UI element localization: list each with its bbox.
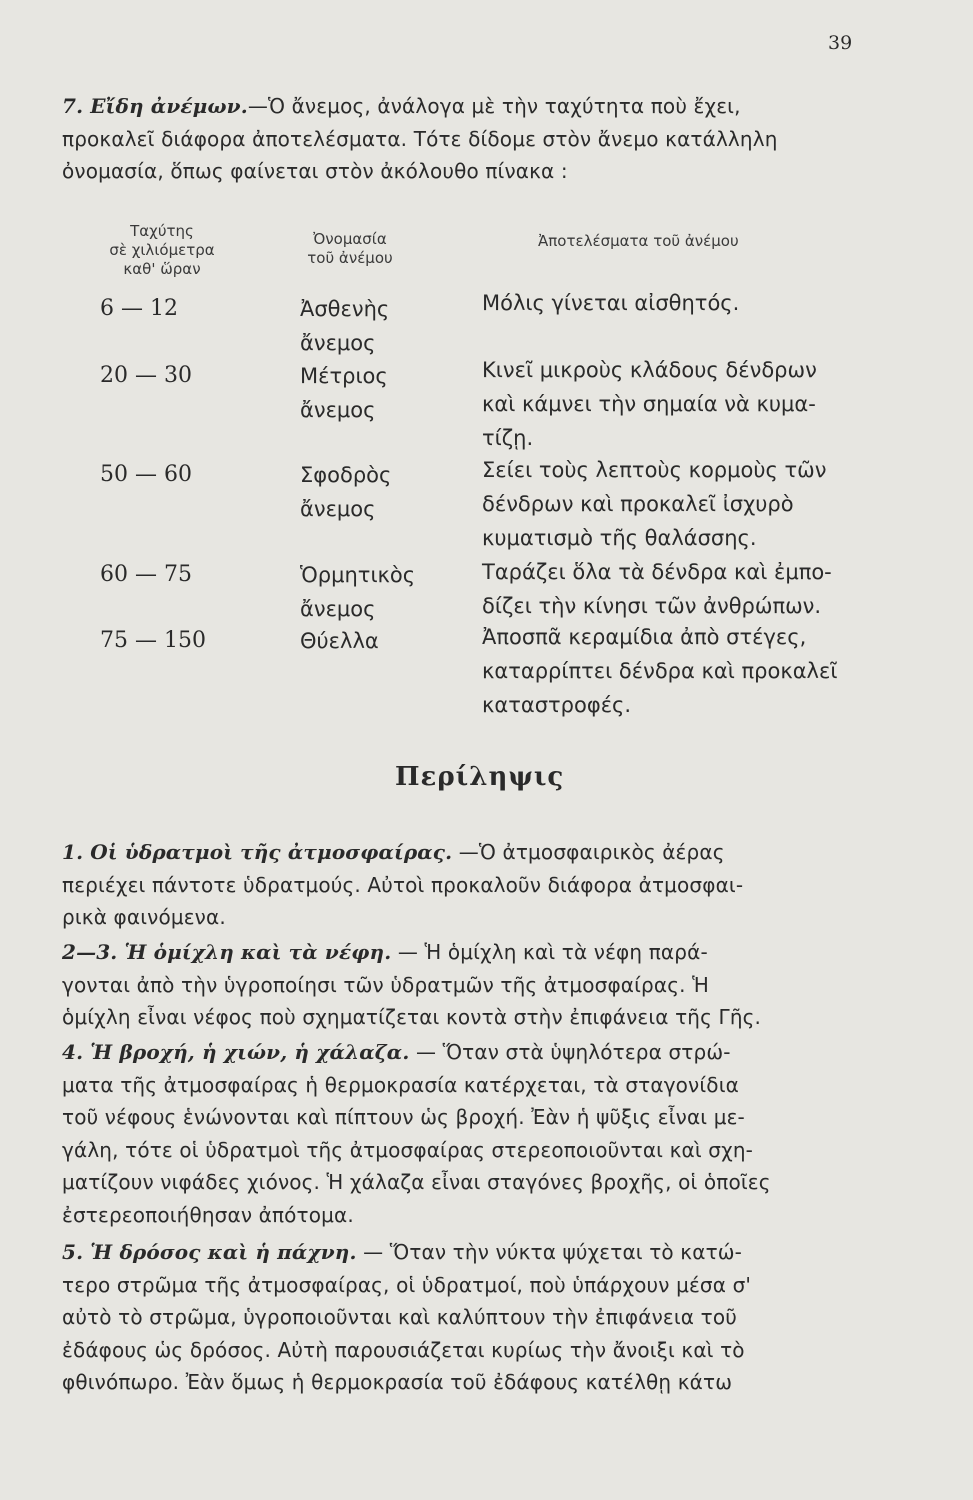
text-line: ἐδάφους ὡς δρόσος. Αὐτὴ παρουσιάζεται κυρίως τὴν ἄνοιξι καὶ τὸ: [62, 1337, 745, 1362]
text-line: τερο στρῶμα τῆς ἀτμοσφαίρας, οἱ ὑδρατμοί, ποὺ ὑπάρχουν μέσα σ': [62, 1272, 752, 1297]
summary-paragraph-4: [62, 1236, 892, 1399]
text-line: ματα τῆς ἀτμοσφαίρας ἡ θερμοκρασία κατέρχεται, τὰ σταγονίδια: [62, 1072, 739, 1097]
table-row-effects: Σείει τοὺς λεπτοὺς κορμοὺς τῶν δένδρων καὶ προκαλεῖ ἰσχυρὸ κυματισμὸ τῆς θαλάσσης.: [482, 458, 827, 550]
text-line: 7. Εἴδη ἀνέμων.—Ὁ ἄνεμος, ἀνάλογα μὲ τὴν ταχύτητα ποὺ ἔχει,: [62, 94, 741, 118]
text-line: αὐτὸ τὸ στρῶμα, ὑγροποιοῦνται καὶ καλύπτουν τὴν ἐπιφάνεια τοῦ: [62, 1305, 737, 1330]
table-row-speed: 75 — 150: [100, 628, 206, 653]
header-effects: Ἀποτελέσματα τοῦ ἀνέμου: [538, 232, 739, 250]
table-row-effects: Ἀποσπᾶ κεραμίδια ἀπὸ στέγες, καταρρίπτει δένδρα καὶ προκαλεῖ καταστροφές.: [482, 625, 838, 717]
table-row-effects: Μόλις γίνεται αἰσθητός.: [482, 291, 740, 315]
text-line: 5. Ἡ δρόσος καὶ ἡ πάχνη. — Ὅταν τὴν νύκτα ψύχεται τὸ κατώ-: [62, 1240, 743, 1264]
text-line: 2—3. Ἡ ὁμίχλη καὶ τὰ νέφη. — Ἡ ὁμίχλη καὶ τὰ νέφη παρά-: [62, 940, 708, 964]
table-row-name: Μέτριος ἄνεμος: [300, 364, 388, 422]
text-line: ὁμίχλη εἶναι νέφος ποὺ σχηματίζεται κοντὰ στὴν ἐπιφάνεια τῆς Γῆς.: [62, 1005, 762, 1030]
summary-heading: Περίληψις: [395, 762, 565, 792]
table-row-effects: Κινεῖ μικροὺς κλάδους δένδρων καὶ κάμνει τὴν σημαία νὰ κυμα- τίζῃ.: [482, 358, 817, 450]
header-speed: Ταχύτης σὲ χιλιόμετρα καθ' ὥραν: [109, 222, 215, 278]
text-line: τοῦ νέφους ἑνώνονται καὶ πίπτουν ὡς βροχή. Ἐὰν ἡ ψῦξις εἶναι με-: [62, 1105, 745, 1130]
text-line: περιέχει πάντοτε ὑδρατμούς. Αὐτοὶ προκαλοῦν διάφορα ἀτμοσφαι-: [62, 872, 744, 897]
table-row-speed: 50 — 60: [100, 462, 192, 487]
table-row-name: Σφοδρὸς ἄνεμος: [300, 463, 392, 521]
table-row-speed: 20 — 30: [100, 363, 192, 388]
table-row-name: Ἀσθενὴς ἄνεμος: [300, 297, 390, 355]
header-name: Ὀνομασία τοῦ ἀνέμου: [307, 230, 393, 267]
table-row-speed: 6 — 12: [100, 296, 178, 321]
text-line: ὀνομασία, ὅπως φαίνεται στὸν ἀκόλουθο πίνακα :: [62, 159, 568, 184]
text-line: ἐστερεοποιήθησαν ἀπότομα.: [62, 1202, 354, 1227]
table-row-name: Θύελλα: [300, 629, 379, 653]
text-line: 1. Οἱ ὑδρατμοὶ τῆς ἀτμοσφαίρας. —Ὁ ἀτμοσφαιρικὸς ἀέρας: [62, 840, 725, 864]
text-line: προκαλεῖ διάφορα ἀποτελέσματα. Τότε δίδομε στὸν ἄνεμο κατάλληλη: [62, 126, 778, 151]
table-row-speed: 60 — 75: [100, 562, 192, 587]
table-row-effects: Ταράζει ὅλα τὰ δένδρα καὶ ἐμπο- δίζει τὴν κίνησι τῶν ἀνθρώπων.: [482, 560, 832, 618]
summary-paragraph-2: [62, 936, 892, 1034]
summary-paragraph-3: [62, 1036, 892, 1232]
page-number: 39: [828, 32, 853, 54]
intro-paragraph: [62, 90, 892, 188]
text-line: γάλη, τότε οἱ ὑδρατμοὶ τῆς ἀτμοσφαίρας στερεοποιοῦνται καὶ σχη-: [62, 1137, 754, 1162]
text-line: γονται ἀπὸ τὴν ὑγροποίησι τῶν ὑδρατμῶν τῆς ἀτμοσφαίρας. Ἡ: [62, 972, 709, 997]
text-line: 4. Ἡ βροχή, ἡ χιών, ἡ χάλαζα. — Ὅταν στὰ ὑψηλότερα στρώ-: [62, 1040, 731, 1064]
text-line: ρικὰ φαινόμενα.: [62, 905, 226, 930]
section-title: 7. Εἴδη ἀνέμων.: [62, 94, 248, 118]
table-row-name: Ὁρμητικὸς ἄνεμος: [300, 563, 416, 621]
summary-paragraph-1: [62, 836, 892, 934]
text-line: ματίζουν νιφάδες χιόνος. Ἡ χάλαζα εἶναι σταγόνες βροχῆς, οἱ ὁποῖες: [62, 1170, 771, 1195]
text-line: φθινόπωρο. Ἐὰν ὅμως ἡ θερμοκρασία τοῦ ἐδάφους κατέλθῃ κάτω: [62, 1370, 733, 1395]
